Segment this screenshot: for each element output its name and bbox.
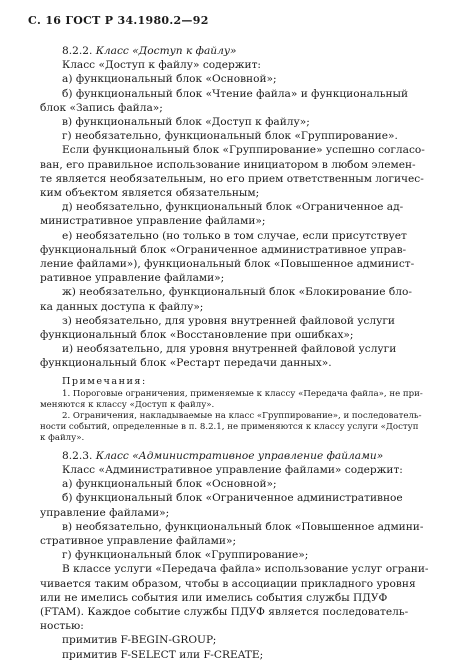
text-line: Класс «Доступ к файлу» содержит: <box>62 59 261 72</box>
note-line: меняются к классу «Доступ к файлу». <box>40 399 215 410</box>
text-line: ка данных доступа к файлу»; <box>40 300 204 313</box>
text-line: функциональный блок «Ограниченное административное управ- <box>40 243 407 256</box>
text-line: стративное управление файлами»; <box>40 534 237 547</box>
notes-label: Примечания: <box>62 375 147 387</box>
text-line: блок «Запись файла»; <box>40 101 163 114</box>
text-line: ван, его правильное использование инициатором в любом элемен- <box>40 158 416 171</box>
note-line: к файлу». <box>40 433 85 444</box>
text-line: ление файлами»), функциональный блок «Повышенное админист- <box>40 258 415 271</box>
text-line: ративное управление файлами»; <box>40 272 225 285</box>
document-body <box>40 44 440 662</box>
section-title: Класс «Административное управление файлами» <box>95 449 384 462</box>
text-line: те является необязательным, но его прием ответственным логичес- <box>40 172 424 185</box>
text-line: чивается таким образом, чтобы в ассоциации прикладного уровня <box>40 577 416 590</box>
note-line: 2. Ограничения, накладываемые на класс «Группирование», и последователь- <box>62 411 422 422</box>
text-line: г) необязательно, функциональный блок «Группирование». <box>62 130 398 143</box>
text-line: а) функциональный блок «Основной»; <box>62 478 277 491</box>
section-number: 8.2.2. <box>62 45 96 57</box>
text-line: в) функциональный блок «Доступ к файлу»; <box>62 116 310 129</box>
text-line: функциональный блок «Восстановление при ошибках»; <box>40 329 354 342</box>
text-line: министративное управление файлами»; <box>40 215 266 228</box>
text-line: в) необязательно, функциональный блок «Повышенное админи- <box>62 520 424 533</box>
section-heading <box>40 449 440 463</box>
text-line: функциональный блок «Рестарт передачи данных». <box>40 357 332 370</box>
note-line: ности событий, определенные в п. 8.2.1, не применяются к классу услуги «Доступ <box>40 422 419 433</box>
text-line: или не имелись события или имелись события службы ПДУФ <box>40 591 388 604</box>
text-line: ностью: <box>40 620 84 633</box>
note-line: 1. Пороговые ограничения, применяемые к классу «Передача файла», не при- <box>62 388 423 399</box>
text-line: Если функциональный блок «Группирование» успешно согласо- <box>62 144 425 157</box>
text-line: е) необязательно (но только в том случае, если присутствует <box>62 229 407 242</box>
section-title: Класс «Доступ к файлу» <box>95 45 237 57</box>
text-line: управление файлами»; <box>40 506 170 519</box>
text-line: б) функциональный блок «Чтение файла» и функциональный <box>62 87 409 100</box>
text-line: Класс «Административное управление файлами» содержит: <box>62 463 403 476</box>
text-line: д) необязательно, функциональный блок «Ограниченное ад- <box>62 201 404 214</box>
text-line: примитив F-SELECT или F-CREATE; <box>62 648 264 661</box>
text-line: (FTAM). Каждое событие службы ПДУФ является последователь- <box>40 605 409 618</box>
section-number: 8.2.3. <box>62 449 96 462</box>
text-line: В классе услуги «Передача файла» использование услуг ограни- <box>62 563 429 576</box>
section-heading <box>40 44 440 58</box>
text-line: и) необязательно, для уровня внутренней файловой услуги <box>62 343 397 356</box>
text-line: б) функциональный блок «Ограниченное административное <box>62 492 403 505</box>
text-line: ж) необязательно, функциональный блок «Блокирование бло- <box>62 286 412 299</box>
page-header: С. 16 ГОСТ Р 34.1980.2—92 <box>28 14 209 27</box>
text-line: з) необязательно, для уровня внутренней файловой услуги <box>62 314 395 327</box>
text-line: а) функциональный блок «Основной»; <box>62 73 277 86</box>
text-line: ким объектом является обязательным; <box>40 187 260 200</box>
text-line: г) функциональный блок «Группирование»; <box>62 549 309 562</box>
text-line: примитив F-BEGIN-GROUP; <box>62 634 217 647</box>
